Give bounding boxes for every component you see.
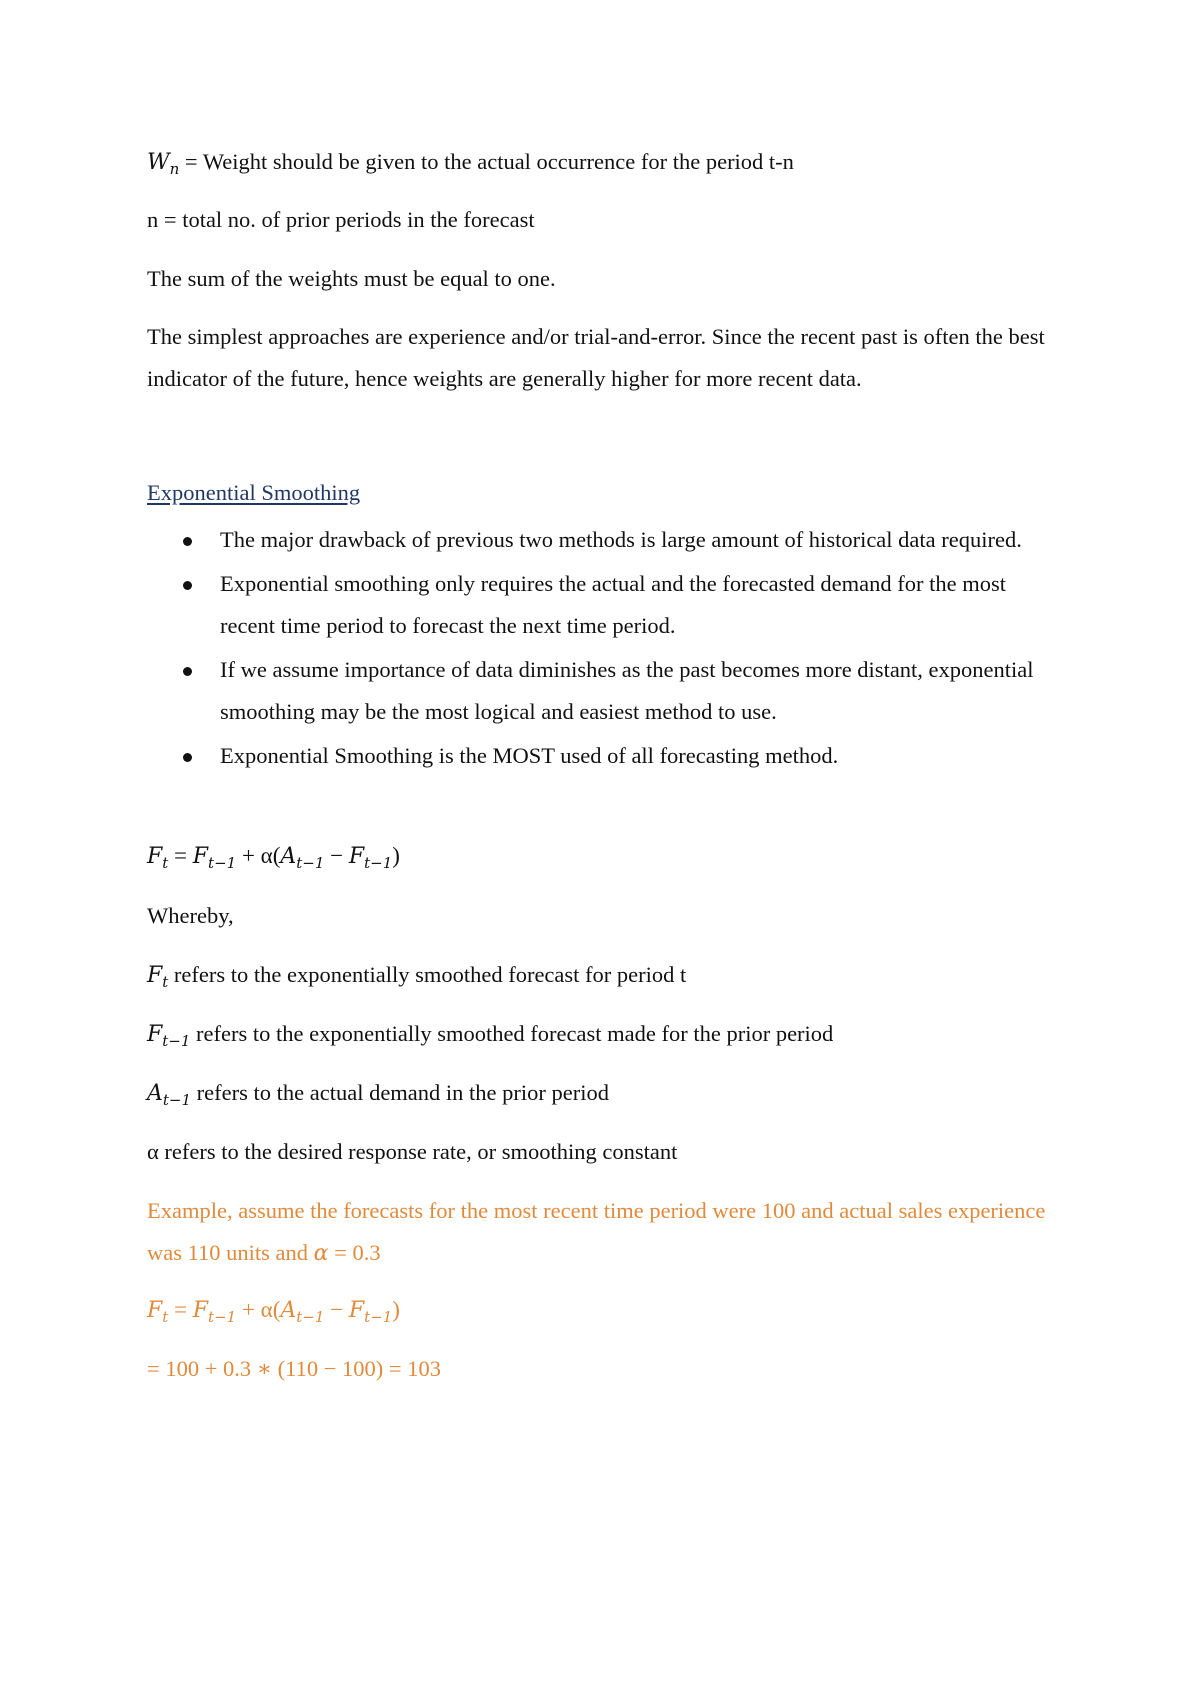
weights-sum-note: The sum of the weights must be equal to one. (147, 266, 556, 291)
bullet-dot-icon (183, 581, 192, 590)
smoothing-formula: $F_t = F_{t-1} + \alpha(A_{t-1} - F_{t-1})$ (147, 843, 400, 872)
whereby-label: Whereby, (147, 903, 234, 928)
n-definition-line: n = total no. of prior periods in the forecast (147, 207, 535, 232)
section-heading: Exponential Smoothing (147, 480, 361, 505)
example-alpha-symbol: α (313, 1241, 329, 1266)
bullet-dot-icon (183, 667, 192, 676)
example-formula: $F_t = F_{t-1} + \alpha(A_{t-1} - F_{t-1})$ (147, 1297, 400, 1326)
list-item: If we assume importance of data diminishes as the past becomes more distant, exponential smoothing may be the most logical and easiest method to use. (147, 649, 1047, 733)
bullet-dot-icon (183, 753, 192, 762)
wn-definition-line (147, 149, 794, 176)
ft-symbol: $F_t$ (147, 963, 169, 991)
approach-paragraph: The simplest approaches are experience and/or trial-and-error. Since the recent past is often the best indicator of the future, hence weights are generally higher for more recent data. (147, 324, 1045, 391)
wn-definition-text: = Weight should be given to the actual occurrence for the period t-n (179, 149, 794, 174)
list-item: Exponential smoothing only requires the actual and the forecasted demand for the most recent time period to forecast the next time period. (147, 563, 1047, 647)
bullet-list (147, 519, 1047, 779)
at-minus-1-symbol: $A_{t-1}$ (147, 1081, 192, 1109)
alpha-definition: α refers to the desired response rate, or smoothing constant (147, 1139, 678, 1164)
at-minus-1-definition: $A_{t-1}$ refers to the actual demand in the prior period (147, 1080, 609, 1109)
ft-definition: $F_t$ refers to the exponentially smoothed forecast for period t (147, 962, 687, 991)
example-paragraph: Example, assume the forecasts for the most recent time period were 100 and actual sales experience was 110 units and α = 0.3 (147, 1198, 1046, 1266)
list-item: The major drawback of previous two methods is large amount of historical data required. (147, 519, 1047, 561)
example-calculation: = 100 + 0.3 ∗ (110 − 100) = 103 (147, 1356, 441, 1381)
list-item: Exponential Smoothing is the MOST used of all forecasting method. (147, 735, 1047, 777)
wn-symbol: $W_n$ (147, 150, 180, 178)
ft-minus-1-definition: $F_{t-1}$ refers to the exponentially smoothed forecast made for the prior period (147, 1021, 834, 1050)
bullet-dot-icon (183, 537, 192, 546)
ft-minus-1-symbol: $F_{t-1}$ (147, 1022, 191, 1050)
